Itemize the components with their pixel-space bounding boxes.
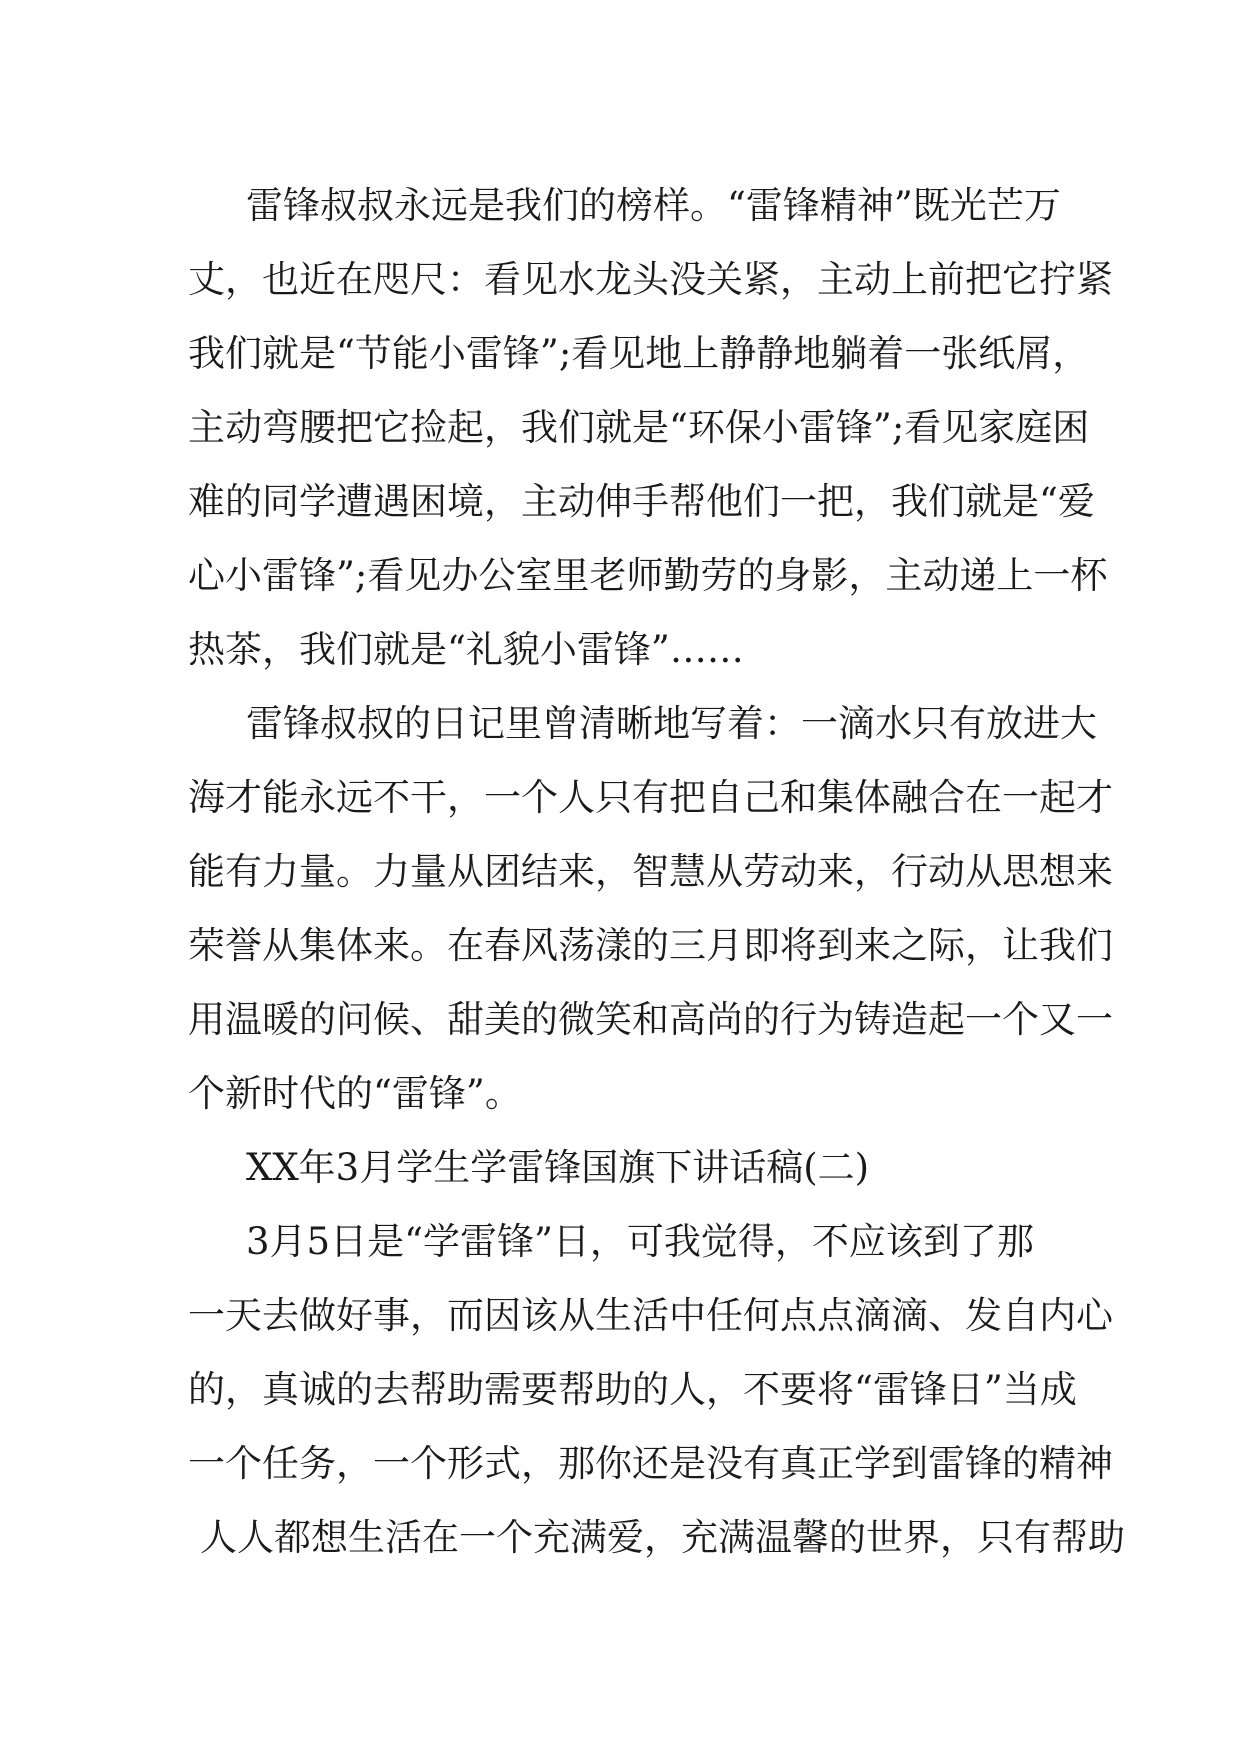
paragraph-1-line-6: 心小雷锋”;看见办公室里老师勤劳的身影，主动递上一杯 (188, 554, 1108, 597)
paragraph-2-line-4: 荣誉从集体来。在春风荡漾的三月即将到来之际，让我们 (188, 924, 1113, 967)
paragraph-2-line-3: 能有力量。力量从团结来，智慧从劳动来，行动从思想来 (188, 850, 1113, 893)
paragraph-3-line-2: 一天去做好事，而因该从生活中任何点点滴滴、发自内心 (188, 1294, 1113, 1337)
paragraph-2-line-2: 海才能永远不干，一个人只有把自己和集体融合在一起才 (188, 776, 1113, 819)
paragraph-1-line-4: 主动弯腰把它捡起，我们就是“环保小雷锋”;看见家庭困 (188, 406, 1090, 449)
paragraph-1-line-7: 热茶，我们就是“礼貌小雷锋”…… (188, 628, 744, 671)
paragraph-2-line-6: 个新时代的“雷锋”。 (188, 1072, 522, 1115)
paragraph-1-line-3: 我们就是“节能小雷锋”;看见地上静静地躺着一张纸屑， (188, 332, 1090, 375)
paragraph-3-line-1: 3月5日是“学雷锋”日，可我觉得，不应该到了那 (246, 1220, 1034, 1263)
paragraph-1-line-5: 难的同学遭遇困境，主动伸手帮他们一把，我们就是“爱 (188, 480, 1095, 523)
paragraph-4-line-1: 人人都想生活在一个充满爱，充满温馨的世界，只有帮助 (200, 1516, 1125, 1559)
paragraph-1-line-2: 丈，也近在咫尺：看见水龙头没关紧，主动上前把它拧紧 (188, 258, 1113, 301)
paragraph-3-line-3: 的，真诚的去帮助需要帮助的人，不要将“雷锋日”当成 (188, 1368, 1077, 1411)
paragraph-3-line-4: 一个任务，一个形式，那你还是没有真正学到雷锋的精神 (188, 1442, 1113, 1485)
paragraph-2-line-1: 雷锋叔叔的日记里曾清晰地写着：一滴水只有放进大 (246, 702, 1097, 745)
section-heading: XX年3月学生学雷锋国旗下讲话稿(二) (246, 1146, 870, 1189)
paragraph-1-line-1: 雷锋叔叔永远是我们的榜样。“雷锋精神”既光芒万 (246, 184, 1061, 227)
paragraph-2-line-5: 用温暖的问候、甜美的微笑和高尚的行为铸造起一个又一 (188, 998, 1113, 1041)
